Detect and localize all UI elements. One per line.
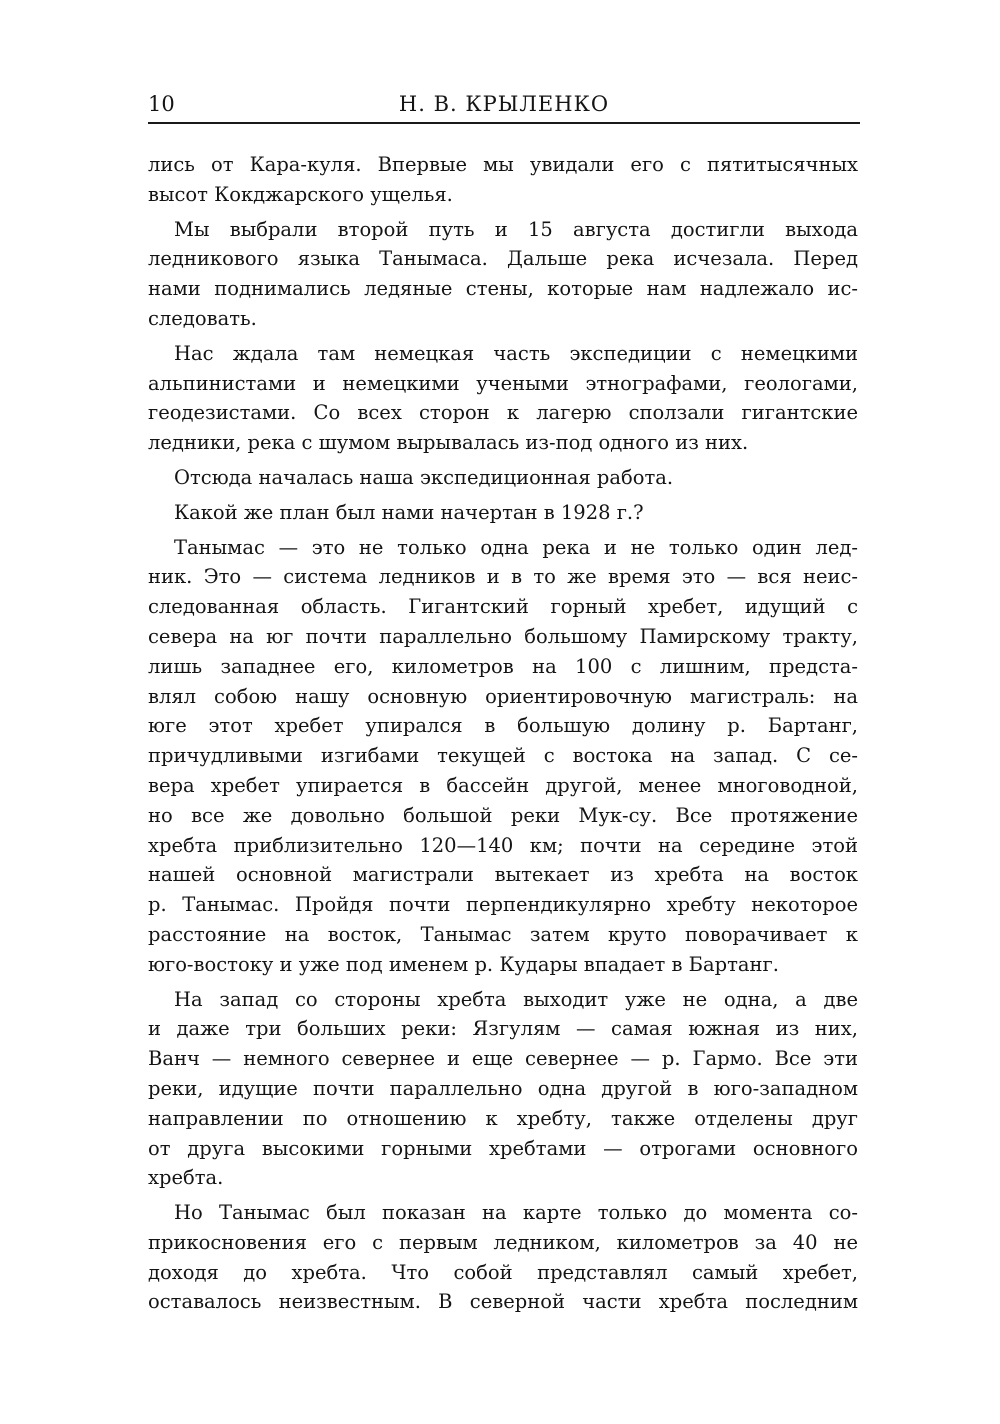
text-line: нашей основной магистрали вытекает из хребта на восток [148, 863, 858, 887]
text-line: но все же довольно большой реки Мук-су. Все протяжение [148, 803, 858, 827]
text-line: юге этот хребет упирался в большую долину р. Бартанг, [148, 714, 858, 738]
text-line: севера на юг почти параллельно большому Памирскому тракту, [148, 624, 858, 648]
text-line: ник. Это — система ледников и в то же время это — вся неис- [148, 565, 858, 589]
text-line: Какой же план был нами начертан в 1928 г.? [174, 500, 644, 524]
text-line: Мы выбрали второй путь и 15 августа достигли выхода [174, 217, 858, 241]
text-line: направлении по отношению к хребту, также отделены друг [148, 1106, 858, 1130]
text-line: юго-востоку и уже под именем р. Кудары впадает в Бартанг. [148, 952, 779, 976]
text-line: р. Танымас. Пройдя почти перпендикулярно хребту некоторое [148, 893, 858, 917]
text-line: вера хребет упирается в бассейн другой, менее многоводной, [148, 773, 858, 797]
text-line: лишь западнее его, километров на 100 с лишним, предста- [148, 654, 858, 678]
text-line: причудливыми изгибами текущей с востока на запад. С се- [148, 744, 858, 768]
text-line: На запад со стороны хребта выходит уже не одна, а две [174, 987, 858, 1011]
text-line: оставалось неизвестным. В северной части хребта последним [148, 1290, 858, 1314]
text-line: прикосновения его с первым ледником, километров за 40 не [148, 1230, 858, 1254]
text-line: от друга высокими горными хребтами — отрогами основного [148, 1136, 858, 1160]
text-line: влял собою нашу основную ориентировочную магистраль: на [148, 684, 858, 708]
text-line: ледники, река с шумом вырывалась из-под одного из них. [148, 431, 749, 455]
running-title: Н. В. КРЫЛЕНКО [398, 92, 610, 116]
text-line: и даже три больших реки: Язгулям — самая южная из них, [148, 1017, 858, 1041]
text-line: Отсюда началась наша экспедиционная работа. [174, 465, 674, 489]
text-line: хребта приблизительно 120—140 км; почти на середине этой [148, 833, 858, 857]
text-line: альпинистами и немецкими учеными этнографами, геологами, [148, 371, 858, 395]
text-line: следованная область. Гигантский горный хребет, идущий с [148, 595, 858, 619]
text-line: лись от Кара-куля. Впервые мы увидали его с пятитысячных [148, 153, 858, 176]
text-line: геодезистами. Со всех сторон к лагерю сползали гигантские [148, 401, 858, 425]
text-line: Нас ждала там немецкая часть экспедиции с немецкими [174, 341, 858, 365]
text-line: Но Танымас был показан на карте только до момента со- [174, 1201, 858, 1225]
text-line: ледникового языка Танымаса. Дальше река исчезала. Перед [148, 247, 858, 271]
text-line: высот Кокджарского ущелья. [148, 182, 453, 206]
text-line: нами поднимались ледяные стены, которые нам надлежало ис- [148, 277, 858, 301]
text-line: хребта. [148, 1166, 224, 1190]
text-line: Танымас — это не только одна река и не только один лед- [174, 535, 858, 559]
text-line: доходя до хребта. Что собой представлял самый хребет, [148, 1260, 858, 1284]
text-line: реки, идущие почти параллельно одна другой в юго-западном [148, 1076, 858, 1100]
text-line: Ванч — немного севернее и еще севернее — р. Гармо. Все эти [148, 1047, 858, 1071]
body-text [148, 150, 858, 1317]
text-line: следовать. [148, 306, 257, 330]
text-line: расстояние на восток, Танымас затем круто поворачивает к [148, 922, 858, 946]
page-header [148, 86, 860, 124]
page-number: 10 [148, 92, 175, 116]
